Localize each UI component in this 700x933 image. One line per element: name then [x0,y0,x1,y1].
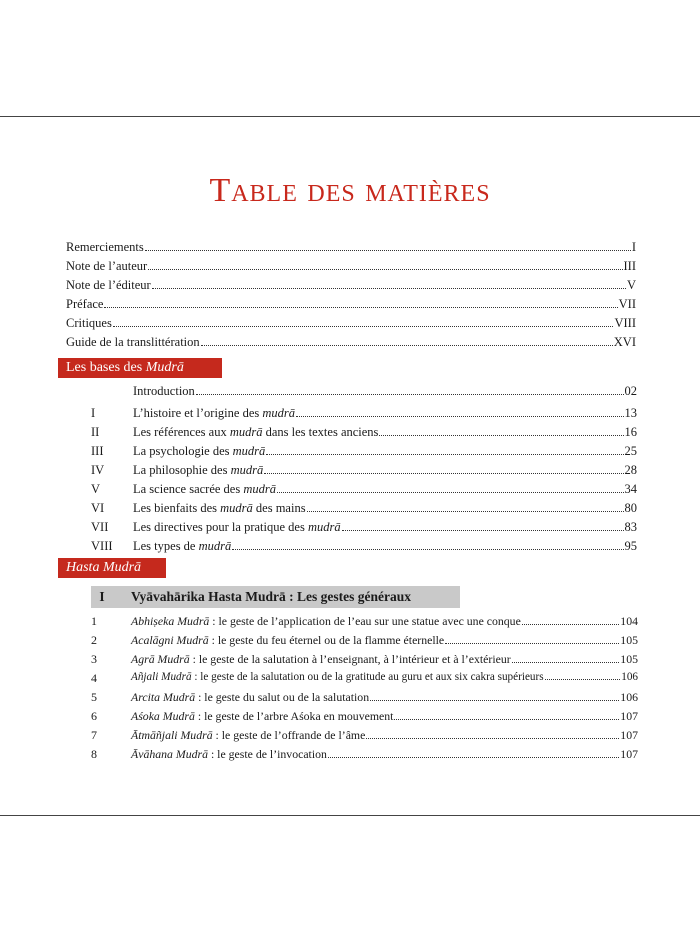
entry-label: Acalāgni Mudrā : le geste du feu éternel ou de la flamme éternelle [131,633,445,647]
entry-page: 106 [620,690,638,704]
entry-label: Arcita Mudrā : le geste du salut ou de la salutation [131,690,370,704]
leader-dots [264,473,623,474]
toc-entry-chapter[interactable] [133,406,637,421]
leader-dots [296,416,623,417]
leader-dots [394,719,619,720]
leader-dots [113,326,614,327]
subsection-number: I [99,589,105,604]
entry-label: Les bienfaits des mudrā des mains [133,501,306,515]
toc-entry-front[interactable] [66,278,636,293]
entry-page: V [626,278,636,292]
entry-number: 7 [91,728,97,742]
entry-label: Remerciements [66,240,144,254]
leader-dots [545,679,621,680]
subsection-title: Vyāvahārika Hasta Mudrā : Les gestes généraux [131,589,411,604]
toc-entry-chapter[interactable] [133,444,637,459]
entry-label: Introduction [133,384,195,398]
leader-dots [277,492,623,493]
toc-entry-chapter[interactable] [133,520,637,535]
entry-page: 28 [624,463,637,477]
toc-entry-mudra[interactable] [131,652,638,667]
toc-entry-chapter[interactable] [133,425,637,440]
section-header-hasta [58,558,166,578]
subsection-header [91,586,460,608]
leader-dots [370,700,619,701]
entry-page: 106 [621,671,638,683]
entry-label: Note de l’auteur [66,259,148,273]
toc-entry-mudra[interactable] [131,614,638,629]
leader-dots [379,435,623,436]
entry-page: 104 [620,614,638,628]
entry-page: 107 [620,709,638,723]
entry-page: 13 [624,406,637,420]
entry-label: Ātmāñjali Mudrā : le geste de l’offrande de l’âme [131,728,366,742]
entry-page: 105 [620,633,638,647]
leader-dots [512,662,620,663]
entry-page: 83 [624,520,637,534]
entry-label: Critiques [66,316,112,330]
chapter-number: VII [91,520,109,534]
entry-page: 95 [624,539,637,553]
entry-page: 16 [624,425,637,439]
entry-page: I [631,240,636,254]
entry-page: 80 [624,501,637,515]
leader-dots [104,307,617,308]
chapter-number: V [91,482,101,496]
leader-dots [266,454,623,455]
entry-page: VII [618,297,636,311]
toc-entry-chapter[interactable] [133,539,637,554]
leader-dots [307,511,624,512]
toc-entry-front[interactable] [66,259,636,274]
toc-entry-front[interactable] [66,240,636,255]
entry-number: 4 [91,671,97,685]
entry-page: 107 [620,728,638,742]
chapter-number: I [91,406,96,420]
entry-number: 6 [91,709,97,723]
leader-dots [152,288,626,289]
section-title-italic: Mudrā [145,360,184,375]
entry-label: Aśoka Mudrā : le geste de l’arbre Aśoka en mouvement [131,709,394,723]
entry-label: La philosophie des mudrā [133,463,264,477]
toc-entry-mudra[interactable] [131,690,638,705]
entry-label: La psychologie des mudrā [133,444,266,458]
chapter-number: IV [91,463,105,477]
toc-entry-front[interactable] [66,297,636,312]
section-title-prefix: Les bases des [66,360,146,375]
leader-dots [145,250,631,251]
entry-label: Note de l’éditeur [66,278,151,292]
leader-dots [522,624,619,625]
toc-entry-chapter[interactable] [133,482,637,497]
entry-label: La science sacrée des mudrā [133,482,277,496]
leader-dots [196,394,624,395]
toc-entry-front[interactable] [66,335,636,350]
chapter-number: VIII [91,539,113,553]
entry-page: 02 [624,384,637,398]
toc-entry-mudra[interactable] [131,633,638,648]
toc-entry-mudra[interactable] [131,671,638,683]
toc-entry-front[interactable] [66,316,636,331]
entry-label: Préface [66,297,104,311]
entry-number: 5 [91,690,97,704]
section-title: Hasta Mudrā [66,560,142,575]
entry-page: III [623,259,636,273]
toc-entry-chapter[interactable] [133,463,637,478]
entry-number: 8 [91,747,97,761]
leader-dots [328,757,619,758]
entry-label: Les références aux mudrā dans les textes anciens [133,425,379,439]
entry-label: L’histoire et l’origine des mudrā [133,406,296,420]
entry-label: Les types de mudrā [133,539,232,553]
toc-entry-chapter[interactable] [133,501,637,516]
leader-dots [148,269,622,270]
entry-label: Les directives pour la pratique des mudrā [133,520,341,534]
chapter-number: III [91,444,104,458]
leader-dots [232,549,623,550]
chapter-number: VI [91,501,105,515]
toc-entry-mudra[interactable] [131,747,638,762]
entry-page: VIII [614,316,636,330]
leader-dots [366,738,619,739]
leader-dots [342,530,624,531]
leader-dots [445,643,619,644]
entry-label: Agrā Mudrā : le geste de la salutation à l’enseignant, à l’intérieur et à l’extérieur [131,652,511,666]
toc-entry-introduction[interactable] [133,384,637,399]
chapter-number: II [91,425,100,439]
entry-page: 105 [620,652,638,666]
page-title: Table des matières [209,172,491,209]
entry-label: Guide de la translittération [66,335,200,349]
entry-label: Abhiṣeka Mudrā : le geste de l’application de l’eau sur une statue avec une conque [131,614,521,628]
entry-label: Añjali Mudrā : le geste de la salutation ou de la gratitude au guru et aux six cakra supérieurs [131,671,544,683]
entry-number: 3 [91,652,97,666]
section-header-bases [58,358,222,378]
toc-entry-mudra[interactable] [131,728,638,743]
entry-label: Āvāhana Mudrā : le geste de l’invocation [131,747,327,761]
entry-number: 1 [91,614,97,628]
toc-entry-mudra[interactable] [131,709,638,724]
entry-number: 2 [91,633,97,647]
entry-page: 34 [624,482,637,496]
entry-page: 25 [624,444,637,458]
entry-page: 107 [620,747,638,761]
entry-page: XVI [613,335,636,349]
leader-dots [201,345,613,346]
